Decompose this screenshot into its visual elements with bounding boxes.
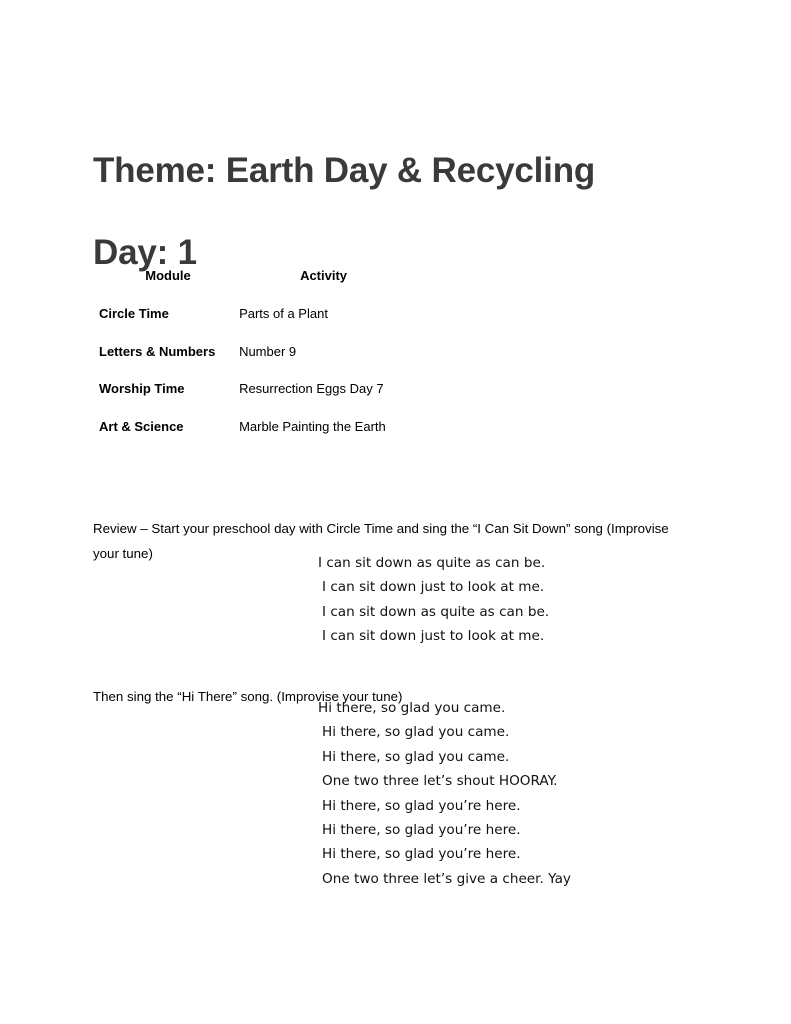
column-header-module: Module	[145, 268, 191, 283]
lyric-line: I can sit down as quite as can be.	[322, 603, 550, 620]
table-row	[93, 419, 563, 457]
sit-down-song-lyrics	[318, 551, 549, 649]
cell-activity: Parts of a Plant	[239, 306, 328, 321]
cell-module: Art & Science	[99, 418, 184, 434]
lyric-line: Hi there, so glad you came.	[322, 748, 510, 765]
table-header-row	[93, 268, 563, 306]
lyric-line: Hi there, so glad you came.	[322, 724, 510, 741]
lyric-line: One two three let’s give a cheer. Yay	[322, 870, 571, 887]
cell-module: Letters & Numbers	[99, 343, 216, 359]
cell-activity: Marble Painting the Earth	[239, 418, 386, 434]
table-row	[93, 344, 563, 382]
cell-activity: Number 9	[239, 343, 297, 359]
lyric-line: I can sit down as quite as can be.	[318, 555, 546, 571]
cell-module: Worship Time	[99, 381, 185, 396]
lyric-line: One two three let’s shout HOORAY.	[322, 773, 558, 790]
schedule-table-body	[93, 306, 563, 456]
cell-module: Circle Time	[99, 306, 169, 321]
lyric-line: Hi there, so glad you’re here.	[322, 797, 521, 814]
table-row	[93, 381, 563, 419]
lyric-line: Hi there, so glad you’re here.	[322, 846, 521, 863]
page-title-day: Day: 1	[93, 233, 197, 273]
greeting-instruction-paragraph: Then sing the “Hi There” song. (Improvise your tune)	[93, 689, 403, 705]
review-instruction-paragraph: Review – Start your preschool day with Circle Time and sing the “I Can Sit Down” song (Improvise your tune)	[93, 521, 669, 562]
schedule-table	[93, 268, 563, 456]
cell-activity: Resurrection Eggs Day 7	[239, 381, 384, 396]
column-header-activity: Activity	[300, 268, 348, 283]
lyric-line: I can sit down just to look at me.	[322, 628, 545, 645]
schedule-table-header	[93, 268, 563, 306]
lyric-line: Hi there, so glad you’re here.	[322, 822, 521, 839]
hi-there-song-lyrics	[318, 696, 571, 891]
page-title-theme: Theme: Earth Day & Recycling	[93, 151, 596, 191]
lyric-line: I can sit down just to look at me.	[322, 579, 545, 596]
lyric-line: Hi there, so glad you came.	[318, 700, 506, 716]
table-row	[93, 306, 563, 344]
